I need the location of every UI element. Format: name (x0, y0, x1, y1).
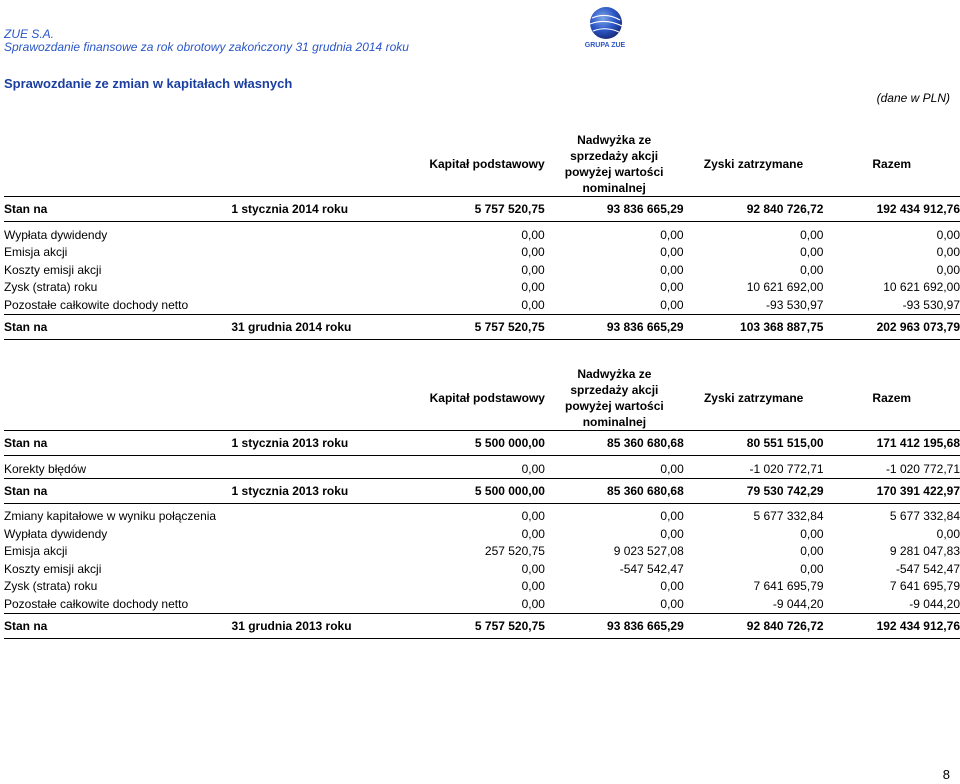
col-header-kapital: Kapitał podstawowy (430, 366, 545, 431)
table-row: Wypłata dywidendy 0,00 0,00 0,00 0,00 (4, 526, 960, 541)
units-note: (dane w PLN) (876, 91, 950, 105)
table-row: Koszty emisji akcji 0,00 -547 542,47 0,00 -547 542,47 (4, 561, 960, 576)
table-row: Emisja akcji 257 520,75 9 023 527,08 0,00 9 281 047,83 (4, 544, 960, 559)
opening-balance-row: Stan na 1 stycznia 2013 roku 5 500 000,00 85 360 680,68 80 551 515,00 171 412 195,68 (4, 431, 960, 456)
table-header (4, 132, 960, 197)
table-header (4, 366, 960, 431)
table-row: Emisja akcji 0,00 0,00 0,00 0,00 (4, 245, 960, 260)
table-row: Zysk (strata) roku 0,00 0,00 10 621 692,00 10 621 692,00 (4, 280, 960, 295)
table-row: Zysk (strata) roku 0,00 0,00 7 641 695,79 7 641 695,79 (4, 579, 960, 594)
document-title: Sprawozdanie ze zmian w kapitałach własnych (4, 76, 293, 91)
equity-table-2013 (4, 366, 960, 639)
opening-balance-row: Stan na 1 stycznia 2014 roku 5 757 520,75 93 836 665,29 92 840 726,72 192 434 912,76 (4, 197, 960, 222)
logo-caption: GRUPA ZUE (584, 42, 626, 49)
table-row: Koszty emisji akcji 0,00 0,00 0,00 0,00 (4, 262, 960, 277)
company-name: ZUE S.A. (4, 27, 55, 41)
table-row: Pozostałe całkowite dochody netto 0,00 0,00 -93 530,97 -93 530,97 (4, 296, 960, 314)
col-header-razem: Razem (824, 366, 960, 431)
closing-balance-row: Stan na 31 grudnia 2014 roku 5 757 520,75 93 836 665,29 103 368 887,75 202 963 073,79 (4, 314, 960, 339)
table-row: Pozostałe całkowite dochody netto 0,00 0,00 -9 044,20 -9 044,20 (4, 595, 960, 613)
col-header-nadwyzka: Nadwyżka ze sprzedaży akcji powyżej wartości nominalnej (545, 366, 684, 431)
table-row: Wypłata dywidendy 0,00 0,00 0,00 0,00 (4, 227, 960, 242)
col-header-zyski: Zyski zatrzymane (684, 132, 824, 197)
col-header-nadwyzka: Nadwyżka ze sprzedaży akcji powyżej wartości nominalnej (545, 132, 684, 197)
restated-balance-row: Stan na 1 stycznia 2013 roku 5 500 000,00 85 360 680,68 79 530 742,29 170 391 422,97 (4, 478, 960, 503)
equity-table-2014 (4, 132, 960, 340)
page-number: 8 (942, 767, 950, 782)
col-header-razem: Razem (823, 132, 960, 197)
closing-balance-row: Stan na 31 grudnia 2013 roku 5 757 520,75 93 836 665,29 92 840 726,72 192 434 912,76 (4, 613, 960, 638)
col-header-kapital: Kapitał podstawowy (429, 132, 544, 197)
correction-row: Korekty błędów 0,00 0,00 -1 020 772,71 -1 020 772,71 (4, 460, 960, 478)
report-subtitle: Sprawozdanie finansowe za rok obrotowy zakończony 31 grudnia 2014 roku (4, 40, 409, 54)
table-row: Zmiany kapitałowe w wyniku połączenia 0,00 0,00 5 677 332,84 5 677 332,84 (4, 509, 960, 524)
col-header-zyski: Zyski zatrzymane (684, 366, 824, 431)
